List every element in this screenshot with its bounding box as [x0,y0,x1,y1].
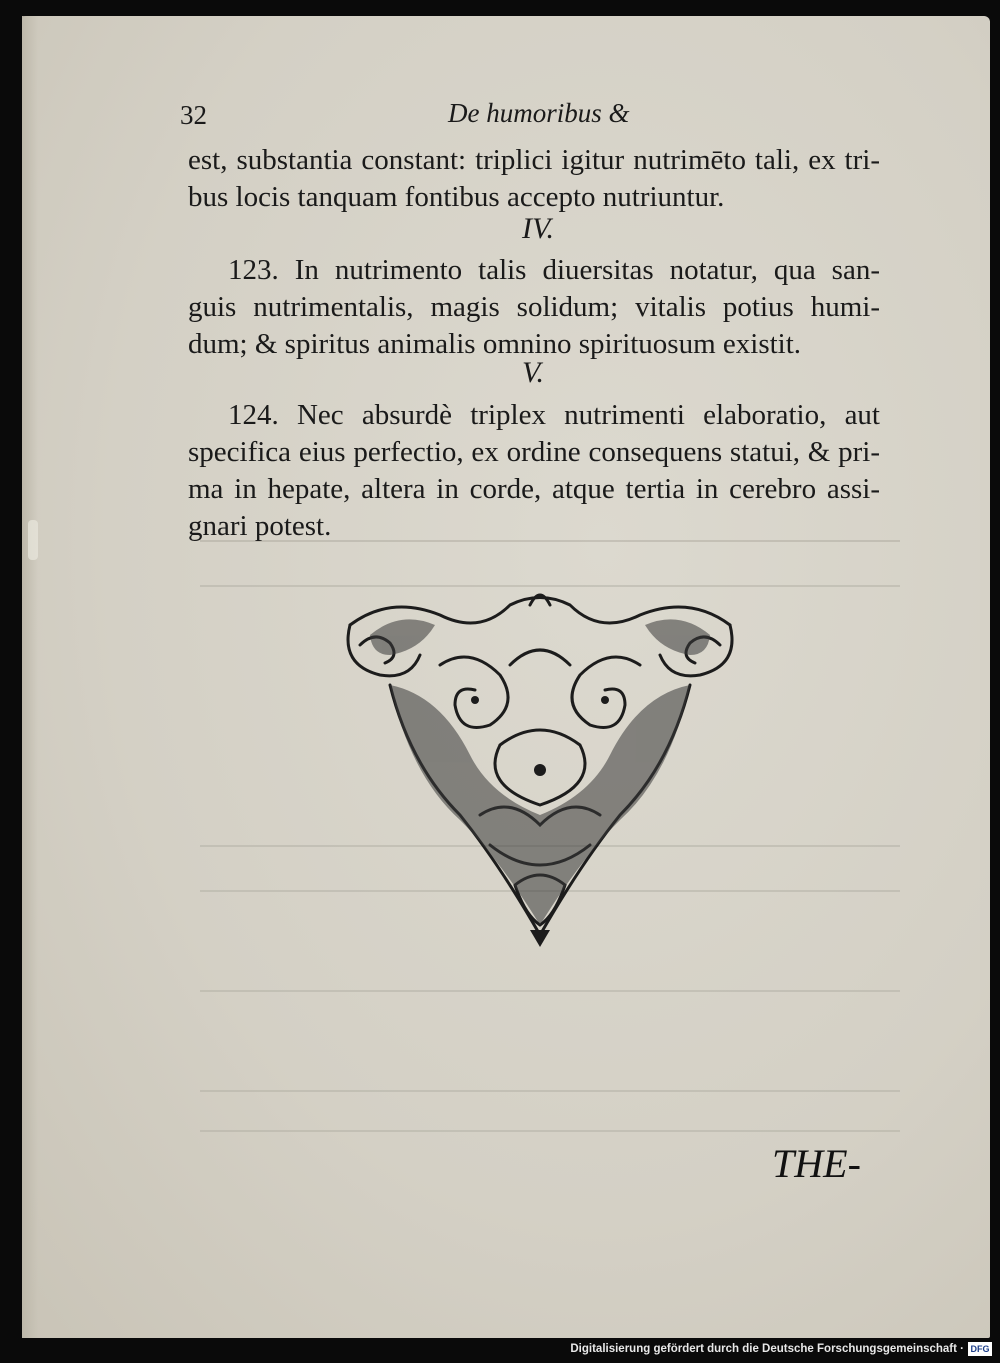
text-line: 124. Nec absurdè triplex nutrimenti elaboratio, aut [228,399,880,431]
text-line: bus locis tanquam fontibus accepto nutriuntur. [188,181,725,213]
text-line: dum; & spiritus animalis omnino spirituosum existit. [188,328,802,360]
section-heading-v: V. [522,356,544,389]
page-tear [28,520,38,560]
section-heading-iv: IV. [522,212,554,245]
paragraph-123 [188,252,880,363]
running-head: De humoribus & [448,98,630,128]
text-line: 123. In nutrimento talis diuersitas notatur, qua san- [228,254,880,286]
ornament-tailpiece-icon [330,585,750,950]
text-line: gnari potest. [188,510,332,542]
dfg-logo-icon: DFG [968,1342,992,1356]
text-line: ma in hepate, altera in corde, atque tertia in cerebro assi- [188,473,880,505]
page-gutter-shadow [22,16,38,1338]
text-line: est, substantia constant: triplici igitur nutrimēto tali, ex tri- [188,144,880,176]
paragraph-continuation [188,142,880,216]
catchword: THE- [772,1141,861,1186]
page-header [180,96,880,136]
paragraph-124 [188,397,880,545]
page-number: 32 [180,100,207,130]
text-line: specifica eius perfectio, ex ordine consequens statui, & pri- [188,436,880,468]
text-line: guis nutrimentalis, magis solidum; vitalis potius humi- [188,291,880,323]
digitization-credit: Digitalisierung gefördert durch die Deutsche Forschungsgemeinschaft · [570,1343,964,1355]
